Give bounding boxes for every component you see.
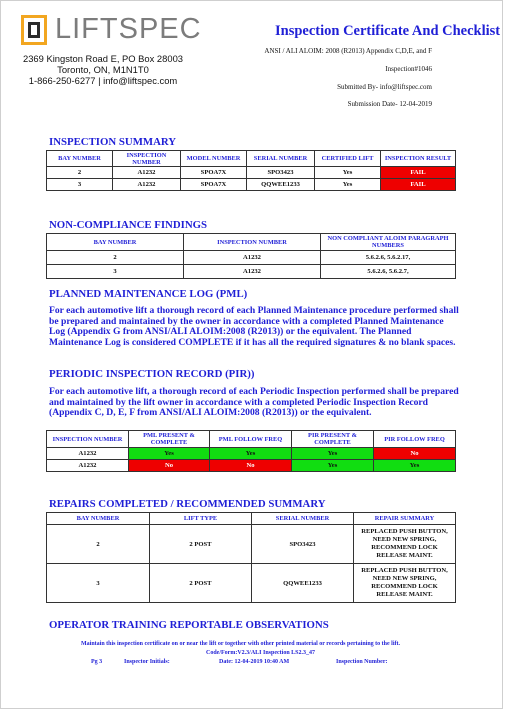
table-row [47,265,456,279]
pir-description: For each automotive lift, a thorough record of each Periodic Inspection performed shall be prepared and maintained by the lift owner in accordance with a completed Periodic Inspection Record (Appendix C, D, E, F from ANSI/ALI ALOIM:2008 (R2013)) or the equivalent. [49,386,459,419]
inspection-summary-heading: INSPECTION SUMMARY [49,136,177,148]
logo-text: LIFTSPEC [55,13,202,45]
repair-summary-cell: REPLACED PUSH BUTTON, NEED NEW SPRING, RECOMMEND LOCK RELEASE MAINT. [354,564,456,603]
footer-date: Date: 12-04-2019 10:40 AM [219,659,290,665]
table-cell: 2 [47,525,150,564]
repair-summary-cell: REPLACED PUSH BUTTON, NEED NEW SPRING, RECOMMEND LOCK RELEASE MAINT. [354,525,456,564]
table-header-row [47,151,456,167]
table-cell: QQWEE1233 [252,564,354,603]
non-compliance-table [46,233,456,279]
table-cell: SPOA7X [181,167,247,179]
table-row [47,251,456,265]
inspection-id: Inspection#1046 [385,65,432,73]
table-cell: 2 [47,251,184,265]
certificate-title: Inspection Certificate And Checklist [275,23,501,39]
table-row [47,525,456,564]
result-fail-badge: FAIL [381,167,456,179]
company-address-line1: 2369 Kingston Road E, PO Box 28003 [23,53,184,64]
pir-heading: PERIODIC INSPECTION RECORD (PIR)) [49,368,255,380]
table-cell: A1232 [47,460,129,472]
standard-reference: ANSI / ALI ALOIM: 2008 (R2013) Appendix C,D,E, and F [264,47,432,55]
table-cell: SPO3423 [252,525,354,564]
table-cell: 3 [47,179,113,191]
status-yes-cell: Yes [292,448,374,460]
footer-inspector-initials: Inspector Initials: [124,659,170,665]
column-header: BAY NUMBER [47,151,113,167]
table-cell: 5.6.2.6, 5.6.2.17, [321,251,456,265]
column-header: NON COMPLIANT ALOIM PARAGRAPH NUMBERS [321,234,456,251]
status-yes-cell: Yes [292,460,374,472]
pml-description: For each automotive lift a thorough record of each Planned Maintenance procedure performed shall be prepared and maintained by the owner in accordance with a completed Planned Maintenance Log (Appendix G from ANSI/ALI ALOIM:2008 (R2013)) or the equivalent. The Planned Maintenance Log is considered COMPLETE if it has all the required signatures & no blank spaces. [49,305,459,348]
table-cell: A1232 [113,179,181,191]
submission-date: Submission Date- 12-04-2019 [347,100,432,108]
table-cell: Yes [315,167,381,179]
pml-heading: PLANNED MAINTENANCE LOG (PML) [49,288,248,300]
table-row [47,460,456,472]
footer-form-code: Code/Form:V2.3/ALI Inspection LS2.3_47 [206,650,316,656]
column-header: LIFT TYPE [150,513,252,525]
table-cell: A1232 [184,251,321,265]
table-row [47,448,456,460]
table-cell: 3 [47,265,184,279]
status-no-cell: No [210,460,292,472]
column-header: BAY NUMBER [47,234,184,251]
column-header: PML PRESENT & COMPLETE [129,431,210,448]
column-header: SERIAL NUMBER [247,151,315,167]
operator-heading: OPERATOR TRAINING REPORTABLE OBSERVATIONS [49,619,329,631]
table-header-row [47,234,456,251]
footer-inspection-number: Inspection Number: [336,659,388,665]
table-row [47,179,456,191]
table-cell: Yes [315,179,381,191]
table-cell: 2 [47,167,113,179]
submitted-by: Submitted By- info@liftspec.com [337,83,432,91]
table-cell: SPO3423 [247,167,315,179]
company-contact: 1-866-250-6277 | info@liftspec.com [28,75,178,86]
column-header: SERIAL NUMBER [252,513,354,525]
column-header: INSPECTION NUMBER [47,431,129,448]
footer-page-number: Pg 3 [91,659,103,665]
status-no-cell: No [374,448,456,460]
table-cell: 5.6.2.6, 5.6.2.7, [321,265,456,279]
status-yes-cell: Yes [210,448,292,460]
column-header: BAY NUMBER [47,513,150,525]
inspection-summary-table [46,150,456,191]
table-cell: 3 [47,564,150,603]
table-cell: 2 POST [150,525,252,564]
table-row [47,564,456,603]
column-header: REPAIR SUMMARY [354,513,456,525]
table-header-row [47,431,456,448]
pir-table [46,430,456,472]
table-cell: 2 POST [150,564,252,603]
table-cell: A1232 [113,167,181,179]
column-header: INSPECTION NUMBER [184,234,321,251]
result-fail-badge: FAIL [381,179,456,191]
table-cell: A1232 [47,448,129,460]
table-cell: SPOA7X [181,179,247,191]
status-no-cell: No [129,460,210,472]
repairs-table [46,512,456,603]
non-compliance-heading: NON-COMPLIANCE FINDINGS [49,219,208,231]
column-header: INSPECTION RESULT [381,151,456,167]
column-header: PML FOLLOW FREQ [210,431,292,448]
status-yes-cell: Yes [129,448,210,460]
repairs-heading: REPAIRS COMPLETED / RECOMMENDED SUMMARY [49,498,326,510]
column-header: CERTIFIED LIFT [315,151,381,167]
column-header: PIR PRESENT & COMPLETE [292,431,374,448]
column-header: MODEL NUMBER [181,151,247,167]
footer-notice: Maintain this inspection certificate on or near the lift or together with other printed material or records pertaining to the lift. [81,641,401,647]
company-address-line2: Toronto, ON, M1N1T0 [57,64,149,75]
table-cell: A1232 [184,265,321,279]
table-cell: QQWEE1233 [247,179,315,191]
status-yes-cell: Yes [374,460,456,472]
table-row [47,167,456,179]
column-header: PIR FOLLOW FREQ [374,431,456,448]
logo-mark-icon [21,15,47,45]
liftspec-logo [21,13,202,49]
table-header-row [47,513,456,525]
column-header: INSPECTION NUMBER [113,151,181,167]
